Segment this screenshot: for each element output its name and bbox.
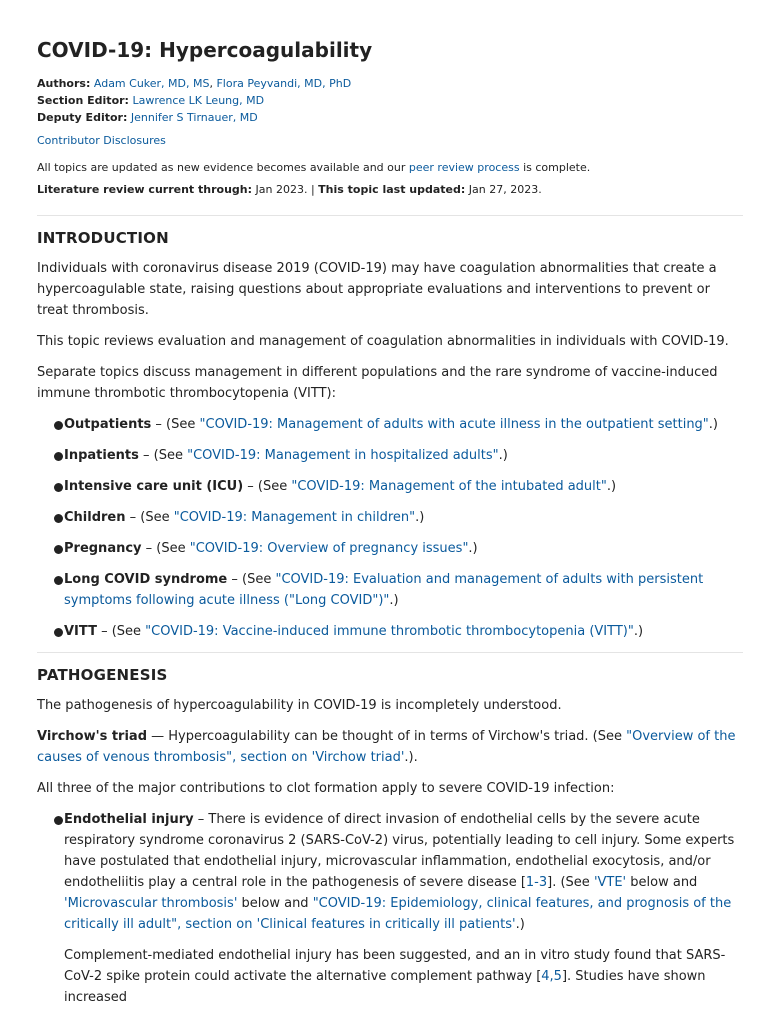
list-item-text: – (See xyxy=(227,572,276,587)
list-item-label: Outpatients xyxy=(64,417,152,432)
list-item-text: .) xyxy=(498,448,508,463)
section-heading-introduction: INTRODUCTION xyxy=(37,229,169,247)
microvascular-thrombosis-link[interactable]: 'Microvascular thrombosis' xyxy=(64,896,238,911)
topic-link[interactable]: "COVID-19: Management of adults with acute illness in the outpatient setting" xyxy=(199,417,709,432)
update-note-pre: All topics are updated as new evidence becomes available and our xyxy=(37,161,409,174)
bullet-icon xyxy=(54,452,63,461)
vte-link[interactable]: 'VTE' xyxy=(593,875,627,890)
topic-link[interactable]: "COVID-19: Management of the intubated adult" xyxy=(291,479,607,494)
divider xyxy=(37,215,743,216)
list-item-text: – (See xyxy=(243,479,292,494)
endothelial-text-post: .) xyxy=(515,917,525,932)
list-item xyxy=(37,414,743,435)
endothelial-text-mid2: below and xyxy=(626,875,698,890)
list-item xyxy=(37,569,743,611)
related-topics-list xyxy=(37,414,743,642)
list-item xyxy=(37,538,743,559)
bullet-icon xyxy=(54,421,63,430)
last-updated-value: Jan 27, 2023. xyxy=(465,183,542,196)
virchow-text: — Hypercoagulability can be thought of in terms of Virchow's triad. (See xyxy=(147,729,627,744)
section-editor-link[interactable]: Lawrence LK Leung, MD xyxy=(132,94,265,107)
contributions-list xyxy=(37,809,743,935)
list-item-label: VITT xyxy=(64,624,97,639)
list-item-label: Pregnancy xyxy=(64,541,142,556)
endothelial-injury-label: Endothelial injury xyxy=(64,812,194,827)
list-item-text: – (See xyxy=(151,417,200,432)
bullet-icon xyxy=(54,514,63,523)
complement-paragraph xyxy=(37,945,743,1008)
topic-link[interactable]: "COVID-19: Vaccine-induced immune thrombotic thrombocytopenia (VITT)" xyxy=(145,624,634,639)
endothelial-text: – There is evidence of direct invasion of endothelial cells by the severe acute respiratory syndrome coronavirus 2 (SARS-CoV-2) virus, potentially leading to cell injury. Some experts have postulated that endothelial injury, microvascular inflammation, endothelial exocytosis, and/or endotheliitis play a central role in the pathogenesis of severe disease [ xyxy=(64,812,735,890)
authors-row xyxy=(37,75,743,92)
list-item xyxy=(37,507,743,528)
list-item-text: .) xyxy=(415,510,425,525)
author-link-cuker[interactable]: Adam Cuker, MD, MS xyxy=(93,77,210,90)
list-item xyxy=(37,445,743,466)
list-item-text: .) xyxy=(708,417,719,432)
contributor-disclosures-link[interactable]: Contributor Disclosures xyxy=(37,134,166,147)
lit-review-value: Jan 2023. | xyxy=(252,183,319,196)
bullet-icon xyxy=(54,545,63,554)
list-item xyxy=(37,809,743,935)
intro-paragraph-1: Individuals with coronavirus disease 2019 (COVID-19) may have coagulation abnormalities that create a hypercoagulable state, raising questions about appropriate evaluations and interventions to prevent or treat thrombosis. xyxy=(37,261,717,318)
virchow-link[interactable]: "Overview of the causes of venous thrombosis", section on 'Virchow triad' xyxy=(37,729,736,765)
author-separator: , xyxy=(209,77,217,90)
lit-review-label: Literature review current through: xyxy=(37,183,253,196)
list-item-text: – (See xyxy=(125,510,174,525)
page-title: COVID-19: Hypercoagulability xyxy=(37,38,373,62)
list-item xyxy=(37,621,743,642)
virchow-label: Virchow's triad xyxy=(37,729,148,744)
update-note-post: is complete. xyxy=(519,161,591,174)
bullet-icon xyxy=(54,816,63,825)
patho-paragraph-3: All three of the major contributions to clot formation apply to severe COVID-19 infection: xyxy=(37,781,615,796)
intro-paragraph-2: This topic reviews evaluation and management of coagulation abnormalities in individuals with COVID-19. xyxy=(37,334,729,349)
endothelial-text-mid3: below and xyxy=(237,896,313,911)
peer-review-link[interactable]: peer review process xyxy=(408,161,520,174)
list-item-label: Children xyxy=(64,510,126,525)
list-item xyxy=(37,476,743,497)
bullet-icon xyxy=(54,576,63,585)
author-link-peyvandi[interactable]: Flora Peyvandi, MD, PhD xyxy=(216,77,352,90)
section-heading-pathogenesis: PATHOGENESIS xyxy=(37,666,168,684)
intro-paragraph-3: Separate topics discuss management in different populations and the rare syndrome of vaccine-induced immune thrombotic thrombocytopenia (VITT): xyxy=(37,365,718,401)
last-updated-label: This topic last updated: xyxy=(318,183,466,196)
reference-link[interactable]: 4,5 xyxy=(541,969,562,984)
bullet-icon xyxy=(54,628,63,637)
virchow-text-post: .). xyxy=(404,750,418,765)
divider xyxy=(37,652,743,653)
patho-paragraph-1: The pathogenesis of hypercoagulability in COVID-19 is incompletely understood. xyxy=(37,698,562,713)
list-item-text: .) xyxy=(633,624,644,639)
bullet-icon xyxy=(54,483,63,492)
section-editor-label: Section Editor: xyxy=(37,94,129,107)
list-item-text: .) xyxy=(606,479,617,494)
virchow-paragraph xyxy=(37,726,743,768)
deputy-editor-link[interactable]: Jennifer S Tirnauer, MD xyxy=(130,111,258,124)
list-item-text: – (See xyxy=(96,624,146,639)
critically-ill-topic-link[interactable]: "COVID-19: Epidemiology, clinical features, and prognosis of the critically ill adult", section on 'Clinical features in critically ill patients' xyxy=(64,896,732,932)
topic-link[interactable]: "COVID-19: Management in children" xyxy=(173,510,416,525)
section-editor-row xyxy=(37,92,743,109)
complement-text: Complement-mediated endothelial injury has been suggested, and an in vitro study found that SARS-CoV-2 spike protein could activate the alternative complement pathway [ xyxy=(64,948,726,984)
topic-link[interactable]: "COVID-19: Evaluation and management of adults with persistent symptoms following acute illness ("Long COVID")" xyxy=(64,572,704,608)
article-meta xyxy=(37,75,743,126)
list-item-text: – (See xyxy=(141,541,190,556)
list-item-text: .) xyxy=(468,541,478,556)
deputy-editor-row xyxy=(37,109,743,126)
update-note xyxy=(37,159,743,176)
reference-link[interactable]: 1-3 xyxy=(525,875,548,890)
endothelial-text-mid: ]. (See xyxy=(547,875,594,890)
complement-text-post: ]. Studies have shown increased xyxy=(64,969,706,1005)
topic-link[interactable]: "COVID-19: Management in hospitalized adults" xyxy=(187,448,499,463)
disclosures-row xyxy=(37,132,743,149)
list-item-text: .) xyxy=(389,593,399,608)
topic-link[interactable]: "COVID-19: Overview of pregnancy issues" xyxy=(189,541,469,556)
review-dates xyxy=(37,181,743,198)
list-item-label: Intensive care unit (ICU) xyxy=(64,479,244,494)
authors-label: Authors: xyxy=(37,77,91,90)
deputy-editor-label: Deputy Editor: xyxy=(37,111,128,124)
list-item-label: Long COVID syndrome xyxy=(64,572,228,587)
list-item-text: – (See xyxy=(138,448,188,463)
list-item-label: Inpatients xyxy=(64,448,139,463)
